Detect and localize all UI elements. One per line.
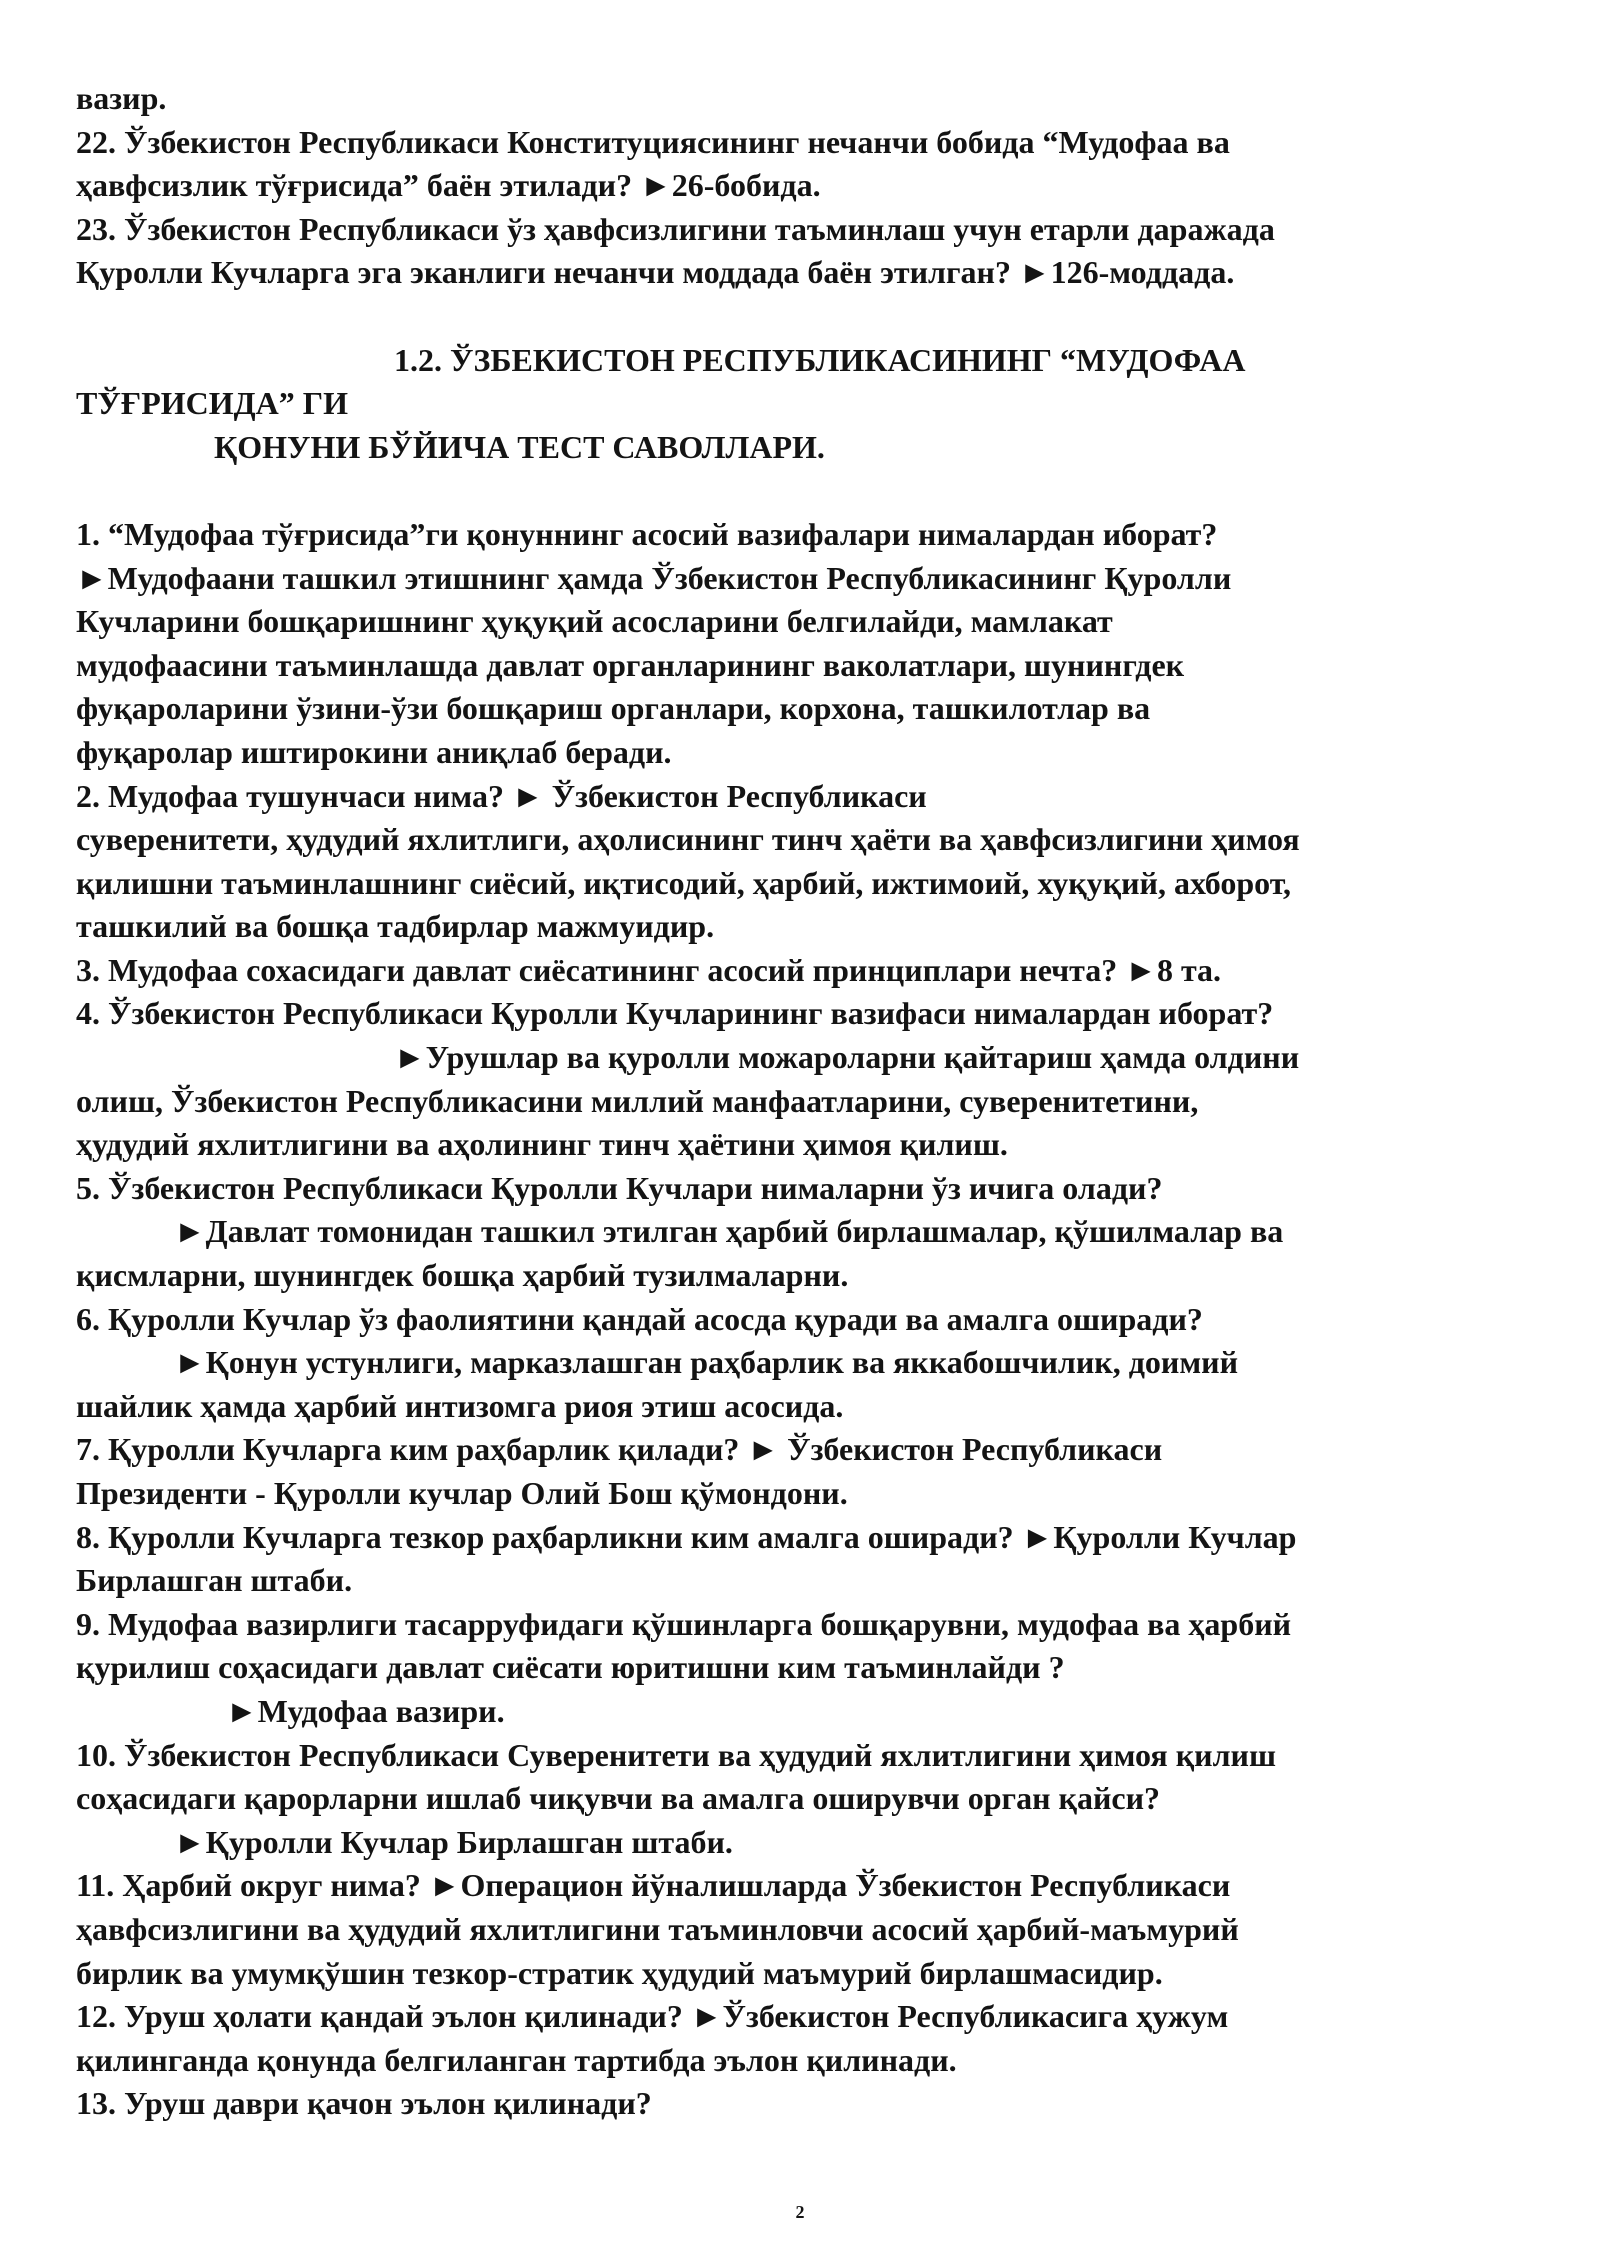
text-line: қисмларни, шунингдек бошқа ҳарбий тузилмаларни. (76, 1257, 849, 1294)
text-line: қилинганда қонунда белгиланган тартибда эълон қилинади. (76, 2041, 957, 2078)
text-line: ташкилий ва бошқа тадбирлар мажмуидир. (76, 908, 715, 945)
text-line: фуқароларини ўзини-ўзи бошқариш органлари, корхона, ташкилотлар ва (76, 690, 1151, 727)
text-line: бирлик ва умумқўшин тезкор-стратик ҳудудий маъмурий бирлашмасидир. (76, 1954, 1163, 1991)
blank-line (76, 469, 1546, 513)
answer-4: ►Урушлар ва қуролли можароларни қайтариш ҳамда олдини (394, 1039, 1300, 1076)
question-10: 10. Ўзбекистон Республикаси Суверенитети ва ҳудудий яхлитлигини ҳимоя қилиш (76, 1736, 1276, 1773)
question-11: 11. Ҳарбий округ нима? ►Операцион йўналишларда Ўзбекистон Республикаси (76, 1867, 1231, 1904)
question-22: 22. Ўзбекистон Республикаси Конституциясининг нечанчи бобида “Мудофаа ва (76, 123, 1230, 160)
question-12: 12. Уруш ҳолати қандай эълон қилинади? ►Ўзбекистон Республикасига ҳужум (76, 1998, 1229, 2035)
question-1: 1. “Мудофаа тўғрисида”ги қонуннинг асосий вазифалари нималардан иборат? (76, 515, 1218, 552)
section-title-continued: ТЎҒРИСИДА” ГИ (76, 385, 348, 422)
text-line: фуқаролар иштирокини аниқлаб беради. (76, 733, 672, 770)
question-3: 3. Мудофаа сохасидаги давлат сиёсатининг асосий принциплари нечта? ►8 та. (76, 951, 1222, 988)
text-line: қилишни таъминлашнинг сиёсий, иқтисодий, ҳарбий, ижтимоий, хуқуқий, ахборот, (76, 864, 1291, 901)
text-line: мудофаасини таъминлашда давлат органларининг ваколатлари, шунингдек (76, 646, 1185, 683)
text-line: соҳасидаги қарорларни ишлаб чиқувчи ва амалга оширувчи орган қайси? (76, 1780, 1161, 1817)
question-8: 8. Қуролли Кучларга тезкор раҳбарликни ким амалга оширади? ►Қуролли Кучлар (76, 1518, 1297, 1555)
answer-10: ►Қуролли Кучлар Бирлашган штаби. (174, 1823, 733, 1860)
answer-1: ►Мудофаани ташкил этишнинг ҳамда Ўзбекистон Республикасининг Қуролли (76, 559, 1232, 596)
question-9: 9. Мудофаа вазирлиги тасарруфидаги қўшинларга бошқарувни, мудофаа ва ҳарбий (76, 1605, 1292, 1642)
text-line: ҳудудий яхлитлигини ва аҳолининг тинч ҳаётини ҳимоя қилиш. (76, 1126, 1008, 1163)
answer-9: ►Мудофаа вазири. (226, 1692, 505, 1729)
text-line: Президенти - Қуролли кучлар Олий Бош қўмондони. (76, 1475, 848, 1511)
text-line: шайлик ҳамда ҳарбий интизомга риоя этиш асосида. (76, 1387, 844, 1424)
question-4: 4. Ўзбекистон Республикаси Қуролли Кучларининг вазифаси нималардан иборат? (76, 995, 1274, 1032)
answer-5: ►Давлат томонидан ташкил этилган ҳарбий бирлашмалар, қўшилмалар ва (174, 1213, 1284, 1250)
blank-line (76, 295, 1546, 339)
page-number: 2 (795, 2202, 805, 2222)
text-body (76, 77, 1546, 2126)
text-line: ҳавфсизлик тўғрисида” баён этилади? ►26-бобида. (76, 167, 821, 204)
question-13: 13. Уруш даври қачон эълон қилинади? (76, 2085, 652, 2122)
text-line: Қуролли Кучларга эга эканлиги нечанчи моддада баён этилган? ►126-моддада. (76, 254, 1235, 291)
answer-6: ►Қонун устунлиги, марказлашган раҳбарлик ва яккабошчилик, доимий (174, 1344, 1238, 1381)
text-line: қурилиш соҳасидаги давлат сиёсати юритишни ким таъминлайди ? (76, 1649, 1065, 1686)
text-line: Кучларини бошқаришнинг ҳуқуқий асосларини белгилайди, мамлакат (76, 603, 1113, 640)
text-line: суверенитети, ҳудудий яхлитлиги, аҳолисининг тинч ҳаёти ва ҳавфсизлигини ҳимоя (76, 821, 1300, 858)
text-line: Бирлашган штаби. (76, 1562, 353, 1599)
question-7: 7. Қуролли Кучларга ким раҳбарлик қилади? ► Ўзбекистон Республикаси (76, 1431, 1163, 1468)
section-title-continued: ҚОНУНИ БЎЙИЧА ТЕСТ САВОЛЛАРИ. (214, 428, 825, 465)
question-2: 2. Мудофаа тушунчаси нима? ► Ўзбекистон Республикаси (76, 777, 927, 814)
question-23: 23. Ўзбекистон Республикаси ўз ҳавфсизлигини таъминлаш учун етарли даражада (76, 210, 1275, 247)
text-line: ҳавфсизлигини ва ҳудудий яхлитлигини таъминловчи асосий ҳарбий-маъмурий (76, 1910, 1239, 1947)
section-title: 1.2. ЎЗБЕКИСТОН РЕСПУБЛИКАСИНИНГ “МУДОФАА (394, 341, 1246, 378)
text-line: вазир. (76, 80, 167, 116)
question-6: 6. Қуролли Кучлар ўз фаолиятини қандай асосда қуради ва амалга оширади? (76, 1300, 1203, 1337)
question-5: 5. Ўзбекистон Республикаси Қуролли Кучлари нималарни ўз ичига олади? (76, 1169, 1163, 1206)
text-line: олиш, Ўзбекистон Республикасини миллий манфаатларини, суверенитетини, (76, 1082, 1199, 1119)
